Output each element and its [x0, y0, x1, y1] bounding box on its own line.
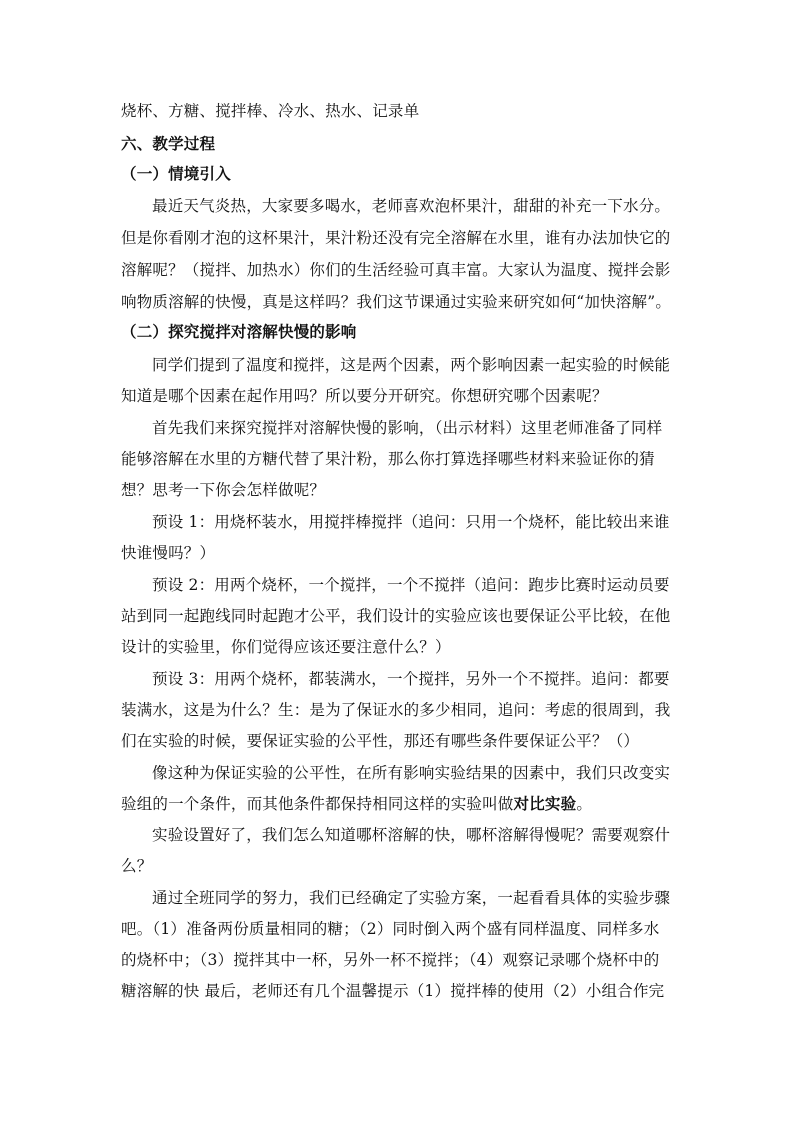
- preset-line: 们在实验的时候，要保证实验的公平性，那还有哪些条件要保证公平？（）: [121, 732, 640, 750]
- paragraph-line: 糖溶解的快 最后，老师还有几个温馨提示（1）搅拌棒的使用（2）小组合作完: [121, 982, 665, 1000]
- intro-line: 但是你看刚才泡的这杯果汁，果汁粉还没有完全溶解在水里，谁有办法加快它的: [121, 229, 671, 247]
- intro-line: 溶解呢？（搅拌、加热水）你们的生活经验可真丰富。大家认为温度、搅拌会影: [121, 261, 671, 279]
- intro-line: 最近天气炎热，大家要多喝水，老师喜欢泡杯果汁，甜甜的补充一下水分。: [152, 197, 671, 215]
- paragraph-line: 同学们提到了温度和搅拌，这是两个因素，两个影响因素一起实验的时候能: [152, 356, 671, 374]
- paragraph-text: 验组的一个条件，而其他条件都保持相同这样的实验叫做: [121, 795, 514, 813]
- preset-line: 预设 3：用两个烧杯，都装满水，一个搅拌，另外一个不搅拌。追问：都要: [152, 670, 670, 688]
- paragraph-text: 。: [576, 795, 593, 813]
- paragraph-line: 吧。（1）准备两份质量相同的糖；（2）同时倒入两个盛有同样温度、同样多水: [121, 920, 660, 938]
- subsection-heading-1: （一）情境引入: [121, 164, 231, 183]
- paragraph-line: 想？思考一下你会怎样做呢？: [121, 481, 326, 499]
- paragraph-line: 知道是哪个因素在起作用吗？所以要分开研究。你想研究哪个因素呢？: [121, 387, 608, 405]
- paragraph-line: 首先我们来探究搅拌对溶解快慢的影响，（出示材料）这里老师准备了同样: [152, 419, 663, 437]
- preset-line: 装满水，这是为什么？生：是为了保证水的多少相同，追问：考虑的很周到，我: [121, 701, 671, 719]
- paragraph-line: [121, 794, 592, 814]
- paragraph-line: 么？: [121, 857, 153, 875]
- materials-line: 烧杯、方糖、搅拌棒、冷水、热水、记录单: [121, 102, 420, 120]
- key-term: 对比实验: [513, 794, 577, 813]
- intro-line: 响物质溶解的快慢，真是这样吗？我们这节课通过实验来研究如何“加快溶解”。: [121, 293, 672, 311]
- preset-line: 站到同一起跑线同时起跑才公平，我们设计的实验应该也要保证公平比较，在他: [121, 607, 671, 625]
- paragraph-line: 的烧杯中；（3）搅拌其中一杯，另外一杯不搅拌；（4）观察记录哪个烧杯中的: [121, 951, 660, 969]
- preset-line: 设计的实验里，你们觉得应该还要注意什么？）: [121, 638, 451, 656]
- preset-line: 预设 2：用两个烧杯，一个搅拌，一个不搅拌（追问：跑步比赛时运动员要: [152, 576, 670, 594]
- preset-line: 预设 1：用烧杯装水，用搅拌棒搅拌（追问：只用一个烧杯，能比较出来谁: [152, 513, 670, 531]
- section-heading: 六、教学过程: [121, 134, 216, 153]
- paragraph-line: 能够溶解在水里的方糖代替了果汁粉，那么你打算选择哪些材料来验证你的猜: [121, 450, 655, 468]
- paragraph-line: 实验设置好了，我们怎么知道哪杯溶解的快，哪杯溶解得慢呢？需要观察什: [152, 826, 671, 844]
- subsection-heading-2: （二）探究搅拌对溶解快慢的影响: [121, 322, 357, 341]
- preset-line: 快谁慢吗？）: [121, 544, 216, 562]
- paragraph-line: 像这种为保证实验的公平性，在所有影响实验结果的因素中，我们只改变实: [152, 764, 671, 782]
- paragraph-line: 通过全班同学的努力，我们已经确定了实验方案，一起看看具体的实验步骤: [152, 889, 671, 907]
